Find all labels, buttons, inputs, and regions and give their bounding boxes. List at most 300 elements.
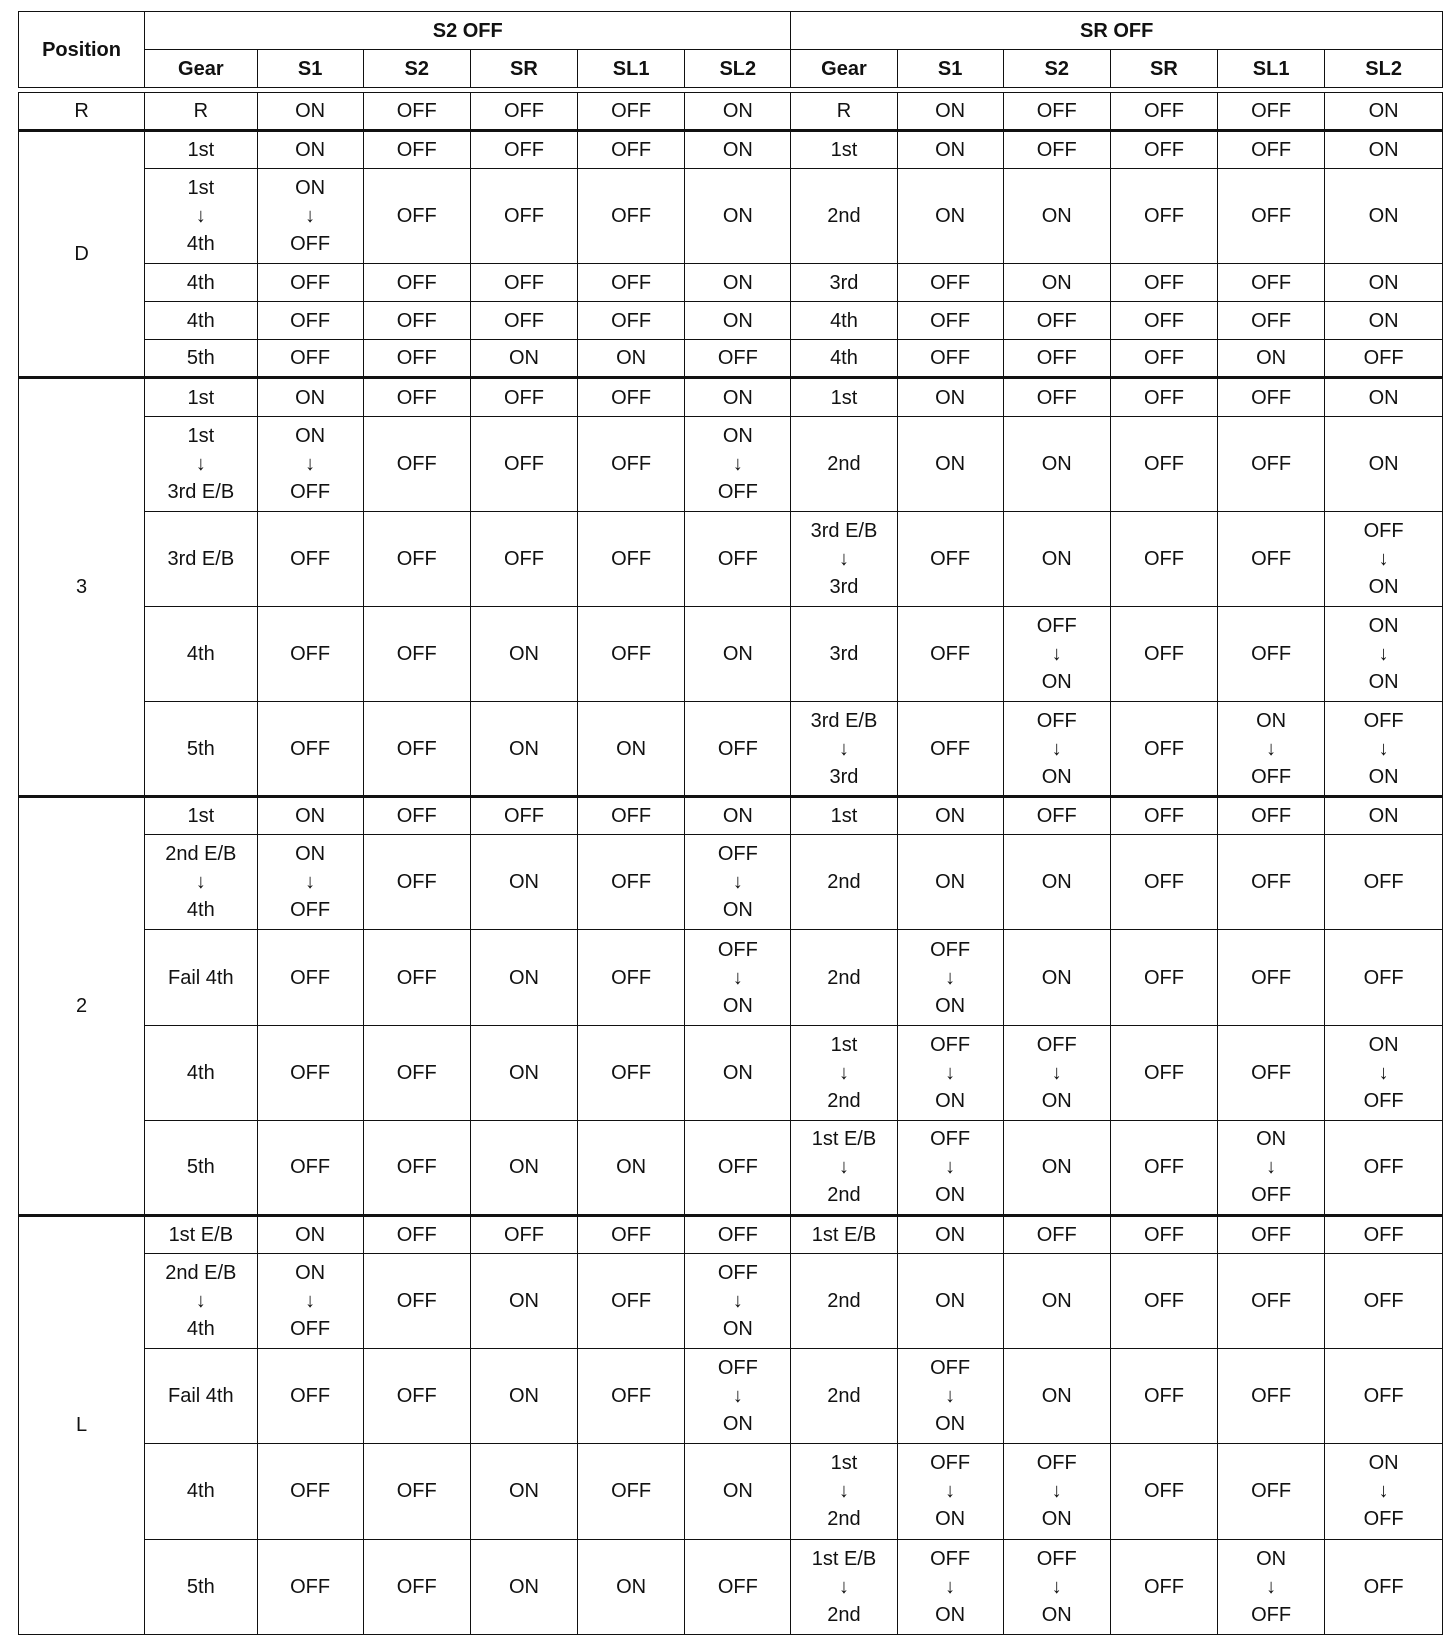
cell-value: OFF	[1036, 386, 1077, 409]
cell-value: OFF	[1251, 547, 1292, 570]
column-header: SL1	[578, 50, 685, 88]
cell-value: OFF	[396, 1385, 437, 1408]
solenoid-cell	[1218, 264, 1325, 302]
solenoid-cell	[1325, 131, 1443, 169]
gear-cell	[791, 1025, 897, 1120]
solenoid-cell	[1110, 169, 1217, 264]
solenoid-cell	[1325, 1120, 1443, 1215]
gear-cell	[145, 835, 257, 930]
cell-value: OFF	[1143, 547, 1184, 570]
cell-value: OFF	[1363, 1385, 1404, 1408]
column-header: S1	[897, 50, 1003, 88]
cell-value: OFF	[1251, 1603, 1292, 1626]
arrow-down-icon: ↓	[732, 1385, 743, 1408]
table-body	[19, 88, 1443, 1635]
position-cell: 2	[19, 797, 145, 1216]
cell-value: OFF	[611, 805, 652, 828]
table-row	[19, 835, 1443, 930]
gear-cell	[145, 511, 257, 606]
solenoid-cell	[578, 797, 685, 835]
table-row	[19, 93, 1443, 131]
arrow-down-icon: ↓	[305, 1290, 316, 1313]
cell-value: ON	[1041, 670, 1072, 693]
cell-value: 2nd	[827, 1603, 861, 1626]
solenoid-cell	[1003, 1254, 1110, 1349]
cell-value: OFF	[930, 1547, 971, 1570]
cell-value: ON	[295, 1224, 326, 1247]
table-row	[19, 1539, 1443, 1634]
gear-cell	[145, 797, 257, 835]
cell-value: ON	[935, 452, 966, 475]
cell-value: OFF	[396, 386, 437, 409]
solenoid-cell	[257, 1444, 363, 1539]
solenoid-cell	[897, 131, 1003, 169]
cell-value: 1st E/B	[811, 1224, 877, 1247]
solenoid-cell	[1003, 1444, 1110, 1539]
cell-value: 2nd	[827, 205, 861, 228]
cell-value: R	[193, 100, 209, 123]
cell-value: 2nd	[827, 1290, 861, 1313]
solenoid-cell	[257, 131, 363, 169]
cell-value: OFF	[1143, 386, 1184, 409]
cell-value: ON	[935, 1224, 966, 1247]
table-row	[19, 1254, 1443, 1349]
solenoid-cell	[1003, 1025, 1110, 1120]
cell-value: 4th	[186, 1318, 215, 1341]
cell-value: ON	[1041, 1089, 1072, 1112]
solenoid-cell	[1110, 1120, 1217, 1215]
cell-value: ON	[508, 1156, 539, 1179]
cell-value: OFF	[290, 1575, 331, 1598]
solenoid-cell	[897, 93, 1003, 131]
cell-value: OFF	[396, 452, 437, 475]
solenoid-cell	[1110, 416, 1217, 511]
cell-value: OFF	[1143, 1290, 1184, 1313]
table-row	[19, 169, 1443, 264]
cell-value: 3rd E/B	[167, 547, 235, 570]
gear-cell	[145, 264, 257, 302]
cell-value: OFF	[290, 1385, 331, 1408]
solenoid-cell	[578, 378, 685, 416]
solenoid-cell	[470, 511, 577, 606]
solenoid-cell	[1218, 511, 1325, 606]
solenoid-cell	[257, 264, 363, 302]
cell-value: ON	[722, 1413, 753, 1436]
gear-cell	[791, 511, 897, 606]
arrow-down-icon: ↓	[732, 871, 743, 894]
cell-value: OFF	[930, 347, 971, 370]
cell-value: OFF	[396, 1156, 437, 1179]
solenoid-cell	[257, 1254, 363, 1349]
cell-value: ON	[1368, 386, 1399, 409]
cell-value: ON	[1041, 547, 1072, 570]
cell-value: Fail 4th	[168, 1385, 234, 1408]
arrow-down-icon: ↓	[305, 452, 316, 475]
solenoid-cell	[1325, 416, 1443, 511]
arrow-down-icon: ↓	[1051, 642, 1062, 665]
cell-value: OFF	[930, 1357, 971, 1380]
cell-value: ON	[1041, 271, 1072, 294]
solenoid-cell	[578, 1215, 685, 1253]
gear-cell	[145, 1215, 257, 1253]
solenoid-cell	[897, 1120, 1003, 1215]
cell-value: OFF	[503, 452, 544, 475]
solenoid-cell	[685, 416, 791, 511]
cell-value: OFF	[290, 1318, 331, 1341]
cell-value: OFF	[396, 1224, 437, 1247]
table-row	[19, 1120, 1443, 1215]
cell-value: OFF	[930, 547, 971, 570]
solenoid-cell	[363, 1025, 470, 1120]
cell-value: OFF	[717, 843, 758, 866]
solenoid-cell	[363, 1254, 470, 1349]
solenoid-cell	[1325, 340, 1443, 378]
cell-value: 5th	[186, 347, 215, 370]
gear-cell	[791, 1120, 897, 1215]
cell-value: 4th	[186, 1480, 215, 1503]
table-header	[19, 12, 1443, 88]
cell-value: OFF	[290, 737, 331, 760]
solenoid-cell	[685, 131, 791, 169]
column-header: S1	[257, 50, 363, 88]
solenoid-cell	[1110, 606, 1217, 701]
solenoid-cell	[470, 1254, 577, 1349]
solenoid-cell	[897, 797, 1003, 835]
cell-value: 5th	[186, 1575, 215, 1598]
cell-value: OFF	[1143, 1156, 1184, 1179]
cell-value: ON	[935, 1413, 966, 1436]
solenoid-cell	[578, 416, 685, 511]
solenoid-cell	[1218, 702, 1325, 797]
solenoid-cell	[1218, 1120, 1325, 1215]
cell-value: OFF	[290, 642, 331, 665]
cell-value: OFF	[503, 386, 544, 409]
solenoid-cell	[257, 835, 363, 930]
arrow-down-icon: ↓	[1051, 1061, 1062, 1084]
solenoid-cell	[1110, 264, 1217, 302]
solenoid-cell	[1003, 511, 1110, 606]
arrow-down-icon: ↓	[732, 1290, 743, 1313]
cell-value: OFF	[611, 547, 652, 570]
arrow-down-icon: ↓	[945, 966, 956, 989]
cell-value: OFF	[396, 309, 437, 332]
solenoid-cell	[1325, 606, 1443, 701]
cell-value: 1st E/B	[811, 1547, 877, 1570]
gear-cell	[145, 340, 257, 378]
solenoid-cell	[1003, 169, 1110, 264]
solenoid-cell	[685, 302, 791, 340]
solenoid-cell	[1218, 797, 1325, 835]
column-header: SR	[470, 50, 577, 88]
cell-value: ON	[935, 1508, 966, 1531]
cell-value: 2nd	[827, 452, 861, 475]
cell-value: 1st	[187, 424, 215, 447]
cell-value: ON	[508, 1480, 539, 1503]
cell-value: 2nd E/B	[165, 1262, 237, 1285]
cell-value: OFF	[396, 205, 437, 228]
cell-value: OFF	[1036, 614, 1077, 637]
cell-value: ON	[1368, 1452, 1399, 1475]
cell-value: OFF	[611, 1224, 652, 1247]
solenoid-cell	[257, 1120, 363, 1215]
cell-value: OFF	[1251, 871, 1292, 894]
solenoid-cell	[1003, 340, 1110, 378]
solenoid-cell	[1325, 1349, 1443, 1444]
solenoid-cell	[1003, 1539, 1110, 1634]
solenoid-cell	[257, 169, 363, 264]
cell-value: OFF	[396, 871, 437, 894]
cell-value: 3rd	[829, 765, 859, 788]
solenoid-cell	[257, 302, 363, 340]
column-header: S2	[363, 50, 470, 88]
solenoid-cell	[578, 169, 685, 264]
column-header: SL2	[1325, 50, 1443, 88]
table-row	[19, 340, 1443, 378]
cell-value: ON	[295, 424, 326, 447]
arrow-down-icon: ↓	[195, 1290, 206, 1313]
cell-value: ON	[722, 994, 753, 1017]
cell-value: OFF	[503, 205, 544, 228]
cell-value: OFF	[396, 347, 437, 370]
solenoid-cell	[470, 702, 577, 797]
cell-value: OFF	[1036, 139, 1077, 162]
solenoid-cell	[363, 511, 470, 606]
cell-value: OFF	[290, 309, 331, 332]
column-header: S2	[1003, 50, 1110, 88]
solenoid-cell	[363, 264, 470, 302]
solenoid-cell	[578, 930, 685, 1025]
solenoid-cell	[1110, 835, 1217, 930]
cell-value: OFF	[717, 737, 758, 760]
solenoid-cell	[1003, 416, 1110, 511]
solenoid-cell	[685, 1025, 791, 1120]
cell-value: ON	[722, 1480, 753, 1503]
cell-value: OFF	[717, 547, 758, 570]
cell-value: OFF	[1143, 100, 1184, 123]
table-row	[19, 702, 1443, 797]
solenoid-cell	[897, 702, 1003, 797]
cell-value: OFF	[396, 271, 437, 294]
solenoid-cell	[897, 169, 1003, 264]
cell-value: ON	[722, 386, 753, 409]
cell-value: OFF	[1036, 1224, 1077, 1247]
solenoid-cell	[1003, 264, 1110, 302]
cell-value: OFF	[717, 347, 758, 370]
cell-value: OFF	[1363, 871, 1404, 894]
cell-value: ON	[1368, 670, 1399, 693]
cell-value: ON	[1368, 1033, 1399, 1056]
cell-value: OFF	[290, 271, 331, 294]
gear-cell	[791, 1254, 897, 1349]
solenoid-cell	[1325, 1254, 1443, 1349]
cell-value: ON	[1368, 139, 1399, 162]
cell-value: 3rd	[829, 271, 859, 294]
arrow-down-icon: ↓	[838, 737, 849, 760]
position-cell: 3	[19, 378, 145, 797]
cell-value: OFF	[503, 1224, 544, 1247]
gear-cell	[791, 702, 897, 797]
cell-value: OFF	[611, 1480, 652, 1503]
solenoid-cell	[1218, 606, 1325, 701]
cell-value: ON	[1041, 765, 1072, 788]
cell-value: OFF	[1143, 452, 1184, 475]
column-header: SL1	[1218, 50, 1325, 88]
gear-cell	[145, 702, 257, 797]
solenoid-cell	[897, 302, 1003, 340]
cell-value: OFF	[1251, 386, 1292, 409]
cell-value: OFF	[1036, 1033, 1077, 1056]
cell-value: OFF	[1143, 1224, 1184, 1247]
gear-cell	[145, 378, 257, 416]
cell-value: ON	[508, 966, 539, 989]
solenoid-cell	[470, 1025, 577, 1120]
cell-value: ON	[1041, 1508, 1072, 1531]
gear-cell	[791, 264, 897, 302]
gear-cell	[791, 930, 897, 1025]
solenoid-cell	[470, 1349, 577, 1444]
cell-value: ON	[1368, 614, 1399, 637]
arrow-down-icon: ↓	[1378, 547, 1389, 570]
gear-cell	[145, 93, 257, 131]
solenoid-cell	[1218, 1539, 1325, 1634]
solenoid-cell	[470, 302, 577, 340]
position-cell: R	[19, 93, 145, 131]
solenoid-cell	[1325, 1444, 1443, 1539]
solenoid-cell	[1110, 93, 1217, 131]
cell-value: OFF	[717, 480, 758, 503]
solenoid-cell	[363, 416, 470, 511]
cell-value: 5th	[186, 737, 215, 760]
cell-value: 1st	[830, 1033, 858, 1056]
solenoid-cell	[1325, 511, 1443, 606]
cell-value: 3rd E/B	[810, 519, 878, 542]
solenoid-cell	[470, 169, 577, 264]
cell-value: 3rd E/B	[167, 480, 235, 503]
cell-value: 3rd E/B	[810, 709, 878, 732]
solenoid-cell	[363, 1444, 470, 1539]
solenoid-cell	[685, 169, 791, 264]
cell-value: OFF	[1143, 1061, 1184, 1084]
column-header: SL2	[685, 50, 791, 88]
cell-value: OFF	[396, 1575, 437, 1598]
cell-value: 2nd	[827, 1184, 861, 1207]
cell-value: ON	[1368, 205, 1399, 228]
arrow-down-icon: ↓	[945, 1385, 956, 1408]
cell-value: ON	[935, 139, 966, 162]
cell-value: OFF	[503, 271, 544, 294]
cell-value: ON	[722, 424, 753, 447]
solenoid-cell	[470, 797, 577, 835]
table-row	[19, 302, 1443, 340]
cell-value: OFF	[1143, 966, 1184, 989]
solenoid-cell	[1110, 302, 1217, 340]
cell-value: OFF	[290, 480, 331, 503]
gear-cell	[791, 835, 897, 930]
cell-value: OFF	[930, 938, 971, 961]
solenoid-cell	[685, 835, 791, 930]
solenoid-cell	[685, 340, 791, 378]
cell-value: 2nd E/B	[165, 843, 237, 866]
cell-value: OFF	[1363, 1156, 1404, 1179]
solenoid-cell	[897, 1539, 1003, 1634]
cell-value: Fail 4th	[168, 966, 234, 989]
solenoid-cell	[257, 702, 363, 797]
solenoid-cell	[1218, 131, 1325, 169]
cell-value: OFF	[503, 805, 544, 828]
position-cell: D	[19, 131, 145, 378]
arrow-down-icon: ↓	[945, 1156, 956, 1179]
cell-value: OFF	[396, 1480, 437, 1503]
cell-value: ON	[722, 100, 753, 123]
solenoid-cell	[1003, 1120, 1110, 1215]
solenoid-cell	[1218, 1444, 1325, 1539]
s2-off-group-header: S2 OFF	[145, 12, 791, 50]
cell-value: 1st	[830, 386, 858, 409]
solenoid-cell	[578, 1444, 685, 1539]
cell-value: ON	[1256, 709, 1287, 732]
solenoid-cell	[470, 264, 577, 302]
solenoid-cell	[897, 1254, 1003, 1349]
solenoid-cell	[1218, 1025, 1325, 1120]
solenoid-cell	[1003, 1215, 1110, 1253]
cell-value: ON	[508, 1575, 539, 1598]
gear-cell	[145, 1025, 257, 1120]
cell-value: 3rd	[829, 642, 859, 665]
cell-value: ON	[1368, 765, 1399, 788]
cell-value: ON	[1368, 309, 1399, 332]
cell-value: OFF	[1251, 1385, 1292, 1408]
solenoid-cell	[578, 131, 685, 169]
solenoid-cell	[578, 1254, 685, 1349]
cell-value: OFF	[611, 1385, 652, 1408]
cell-value: 4th	[830, 347, 858, 370]
cell-value: OFF	[396, 642, 437, 665]
cell-value: OFF	[1036, 347, 1077, 370]
cell-value: OFF	[930, 1452, 971, 1475]
solenoid-cell	[897, 1349, 1003, 1444]
solenoid-cell	[470, 930, 577, 1025]
cell-value: ON	[1368, 271, 1399, 294]
gear-cell	[791, 1539, 897, 1634]
arrow-down-icon: ↓	[305, 205, 316, 228]
solenoid-cell	[1218, 340, 1325, 378]
cell-value: ON	[935, 1184, 966, 1207]
cell-value: OFF	[1143, 271, 1184, 294]
solenoid-cell	[1325, 1539, 1443, 1634]
cell-value: OFF	[1251, 805, 1292, 828]
cell-value: OFF	[611, 205, 652, 228]
solenoid-cell	[470, 378, 577, 416]
cell-value: 4th	[186, 1061, 215, 1084]
cell-value: ON	[295, 177, 326, 200]
cell-value: OFF	[930, 1128, 971, 1151]
solenoid-cell	[897, 511, 1003, 606]
solenoid-cell	[1325, 930, 1443, 1025]
solenoid-cell	[1325, 835, 1443, 930]
gear-cell	[791, 131, 897, 169]
solenoid-cell	[1110, 131, 1217, 169]
column-header: SR	[1110, 50, 1217, 88]
solenoid-cell	[257, 606, 363, 701]
cell-value: 1st E/B	[168, 1224, 234, 1247]
cell-value: OFF	[1036, 100, 1077, 123]
cell-value: 1st	[187, 177, 215, 200]
cell-value: OFF	[1143, 205, 1184, 228]
table-row	[19, 1215, 1443, 1253]
solenoid-cell	[470, 1444, 577, 1539]
cell-value: OFF	[396, 805, 437, 828]
arrow-down-icon: ↓	[1378, 1061, 1389, 1084]
